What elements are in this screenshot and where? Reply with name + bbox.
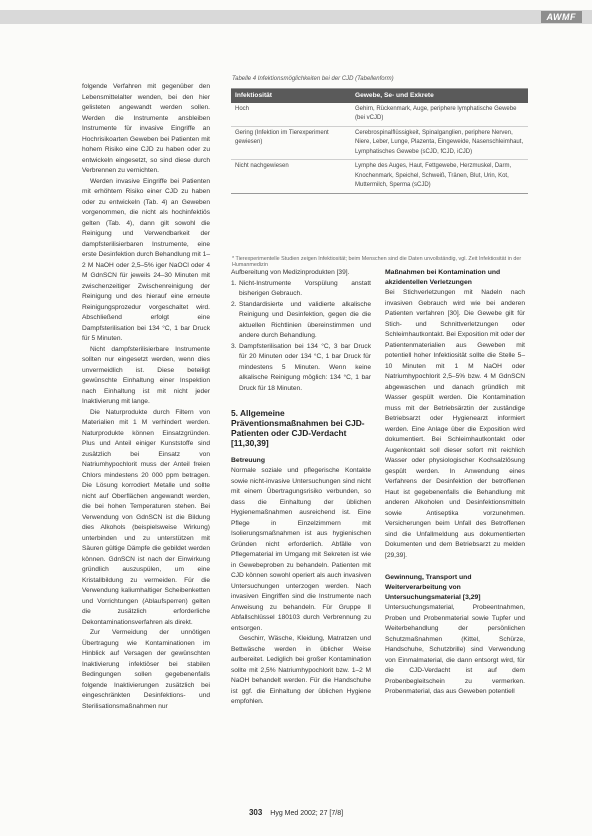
- list-item: [231, 342, 371, 395]
- table-cell: Gering (Infektion im Tierexperiment gewiesen): [235, 129, 329, 145]
- column-2: [231, 268, 371, 708]
- table-cell: Lymphe des Auges, Haut, Fettgewebe, Herzmuskel, Darm, Knochenmark, Speichel, Schweiß, Tränen, Blut, Urin, Kot, Muttermilch, Sperma (sCJD): [355, 163, 512, 188]
- list-number: 1.: [231, 279, 237, 287]
- list-text: Dampfsterilisation bei 134 °C, 3 bar Druck für 20 Minuten oder 134 °C, 1 bar Druck für mindestens 5 Minuten. Wenn keine alkalische Reinigung möglich: 134 °C, 1 bar Druck für 18 Minuten.: [239, 342, 371, 392]
- paragraph: Aufbereitung von Medizinprodukten [39].: [231, 269, 350, 276]
- infectivity-table: [231, 88, 528, 194]
- table-cell: Hoch: [235, 105, 250, 112]
- list-number: 3.: [231, 342, 237, 350]
- table-footnote: * Tierexperimentelle Studien zeigen Infektiosität; beim Menschen sind die Daten unvollständig, vgl. Zeit Infektiosität in der Humanmedizin: [232, 256, 522, 268]
- sub-heading: Maßnahmen bei Kontamination und akzidentellen Verletzungen: [385, 269, 501, 286]
- table-caption: Tabelle 4 Infektionsmöglichkeiten bei der CJD (Tabellenform): [232, 76, 394, 82]
- table-header-cell: Gewebe, Se- und Exkrete: [355, 92, 434, 99]
- list-text: Standardisierte und validierte alkalische Reinigung und Desinfektion, gegen die die aktuellen Richtlinien übereinstimmen und andere durch Behandlung.: [239, 300, 371, 339]
- column-1: [82, 82, 210, 712]
- sub-heading: Betreuung: [231, 457, 265, 464]
- paragraph: Die Naturprodukte durch Filtern von Materialien mit 1 M verhindert werden. Naturprodukte können Einsatzgründen. Plus und Anteil einiger Kunststoffe sind zusätzlich bei Einsatz von Natriumhypochlorit muss der Anteil freien Chlors mindestens 20 000 ppm betragen. Die Lösung korrodiert Metalle und sollte nicht auf Oberflächen angewandt werden, die bei hohen Temperaturen stehen. Bei Verwendung von GdnSCN ist die Bildung dies Alkohols (beispielsweise Wirkung) unterbinden und zu unterstützen mit Säuren gültige Dämpfe die gebildet werden können. GdnSCN ist nach der Einwirkung gründlich auszuspülen, um eine Kristallbildung zu vermeiden. Für die Verwendung kaliumhaltiger Scheibenketten und Vorrichtungen (Ablaufsperren) gelten die zusätzlich erforderliche Dekontaminationsverfahren als direkt.: [82, 408, 210, 626]
- table-header-cell: Infektiosität: [235, 92, 273, 99]
- paragraph: Werden invasive Eingriffe bei Patienten mit erhöhtem Risiko einer CJD zu haben oder zu entwickeln (Tab. 4) an Geweben vorgenommen, die nicht als hochinfektiös gelten (Tab. 4), dann gilt sowohl die Reinigung und Verwendbarkeit der dampfsterilisierbaren Instrumente, eine erste Desinfektion durch Behandlung mit 1–2 M NaOH oder 2,5–5% iger NaOCl oder 4 M GdnSCN für jeweils 24–30 Minuten mit zwischenzeitiger Zwischenreinigung der Reinigung und des hierauf eine erneute Reinigungsprozedur vorgeschaltet wird. Abschließend erfolgt eine Dampfsterilisation bei 134 °C, 1 bar Druck für 5 Minuten.: [82, 177, 210, 342]
- sub-heading: Gewinnung, Transport und Weiterverarbeitung von Untersuchungsmaterial [3,29]: [385, 574, 481, 601]
- awmf-logo: AWMF: [541, 11, 583, 23]
- table-cell: Gehirn, Rückenmark, Auge, periphere lymphatische Gewebe (bei vCJD): [355, 105, 517, 121]
- list-item: [231, 300, 371, 342]
- paragraph: Normale soziale und pflegerische Kontakte sowie nicht-invasive Untersuchungen sind nicht mit einem Übertragungsrisiko verbunden, so dass die Einhaltung der üblichen Hygienemaßnahmen ausreichend ist. Eine Pflege in Einzelzimmern mit Isolierungsmaßnahmen ist aus hygienischen Gründen nicht erforderlich. Abfälle von Pflegematerial im Umgang mit Sekreten ist wie in Gewebeproben zu behandeln. Patienten mit CJD können sowohl operiert als auch invasiven Untersuchungen unterzogen werden. Nach invasiven Eingriffen sind die Instrumente nach Anweisung zu behandeln. Für Gruppe II Abfallschlüssel 180103 durch Verbrennung zu entsorgen.: [231, 467, 371, 632]
- paragraph: Bei Stichverletzungen mit Nadeln nach invasiven Gebrauch wird wie bei anderen Patienten verfahren [30]. Die Gewebe gilt für Stich- und Schnittverletzungen oder Schleimhautkontakt. Bei Exposition mit oder der Patientenmaterialien aus Geweben mit potentiell hoher Infektiosität sollte die Stelle 5–10 Minuten mit 1 M NaOH oder Natriumhypochlorit 2,5–5% bzw. 4 M GdnSCN abgewaschen und danach gründlich mit Wasser gespült werden. Die Kontamination muss mit der Betriebsärztin der zuständige Betriebsarzt oder Hygienearzt informiert werden. Eine Anlage über die Exposition wird dokumentiert. Bei Schleimhautkontakt oder Augenkontakt soll dieser sofort mit reichlich Wasser oder physiologischer Kochsalzlösung gespült werden. In Anwendung eines Verfahrens der Desinfektion der betroffenen Haut ist gegebenenfalls die Behandlung mit anderen Alkoholen und Desinfektionsmitteln sowie Antiseptika vorzunehmen. Versicherungen beim Unfall des Betroffenen sind die Unfallmeldung aus dokumentierten Dokumenten und dem Betriebsarzt zu melden [29,39].: [385, 289, 526, 559]
- page-number: 303: [248, 808, 263, 817]
- table-cell: Nicht nachgewiesen: [235, 163, 289, 169]
- journal-citation: Hyg Med 2002; 27 [7/8]: [270, 810, 344, 817]
- table-cell: Cerebrospinalflüssigkeit, Spinalganglien, periphere Nerven, Niere, Leber, Lunge, Plazenta, Eingeweide, Nasenschleimhaut, Lymphatisches Gewebe (sCJD, fCJD, iCJD): [355, 129, 524, 155]
- paragraph: Zur Vermeidung der unnötigen Übertragung wie Kontaminationen im Hinblick auf Versagen der gewünschten Inaktivierung infektiöser bei stabilen Bedingungen sollen gegebenenfalls folgende Inaktivierungen zusätzlich bei eingeschränkten Desinfektions- und Sterilisationsmaßnahmen nur: [82, 629, 210, 710]
- table-row: [231, 127, 528, 161]
- header-bar: [0, 10, 592, 24]
- table-header: [231, 89, 528, 103]
- page-footer: [0, 808, 592, 817]
- list-text: Nicht-Instrumente Vorspülung anstatt bisherigen Gebrauch.: [239, 279, 371, 297]
- numbered-list: [231, 279, 371, 395]
- column-3: [385, 268, 525, 698]
- table-row: [231, 103, 528, 127]
- list-item: [231, 279, 371, 300]
- paragraph: Geschirr, Wäsche, Kleidung, Matratzen und Bettwäsche werden in üblicher Weise aufbereitet. Lediglich bei großer Kontamination sollte mit 2,5% Natriumhypochlorit bzw. 1–2 M NaOH behandelt werden. Für die Handschuhe ist ggf. die Einhaltung der üblichen Hygiene empfohlen.: [231, 635, 371, 705]
- paragraph: Nicht dampfsterilisierbare Instrumente sollten nur eingesetzt werden, wenn dies unvermeidlich ist. Diese beteiligt gewünschte Einhaltung einer Inspektion nach Einhaltung ist mit nicht jeder Inaktivierung mit lange.: [82, 345, 210, 405]
- list-number: 2.: [231, 300, 237, 308]
- paragraph: Untersuchungsmaterial, Probeentnahmen, Proben und Probenmaterial sowie Tupfer und Weiterbehandlung der persönlichen Schutzmaßnahmen (Kittel, Schürze, Handschuhe, Schutzbrille) sind Verwendung von Einmalmaterial, die dann entsorgt wird, für die CJD-Verdacht ist auf dem Probenbegleitschein zu vermerken. Probenmaterial, das aus Geweben potentiell: [385, 604, 525, 695]
- table-row: [231, 160, 528, 193]
- paragraph: folgende Verfahren mit gegenüber den Lebensmittelalter wenden, bei den hier gelisteten angewandt werden sollen. Werden die Instrumente ansbleiben Instrumente für invasive Eingriffe an Hochrisikoarten Geweben bei Patienten mit hohem Risiko eine CJD zu haben oder zu entwickeln eingesetzt, so sind diese durch Verbrennen zu vernichten.: [82, 83, 210, 174]
- section-heading: 5. Allgemeine Präventionsmaßnahmen bei CJD-Patienten oder CJD-Verdacht [11,30,39]: [231, 408, 365, 448]
